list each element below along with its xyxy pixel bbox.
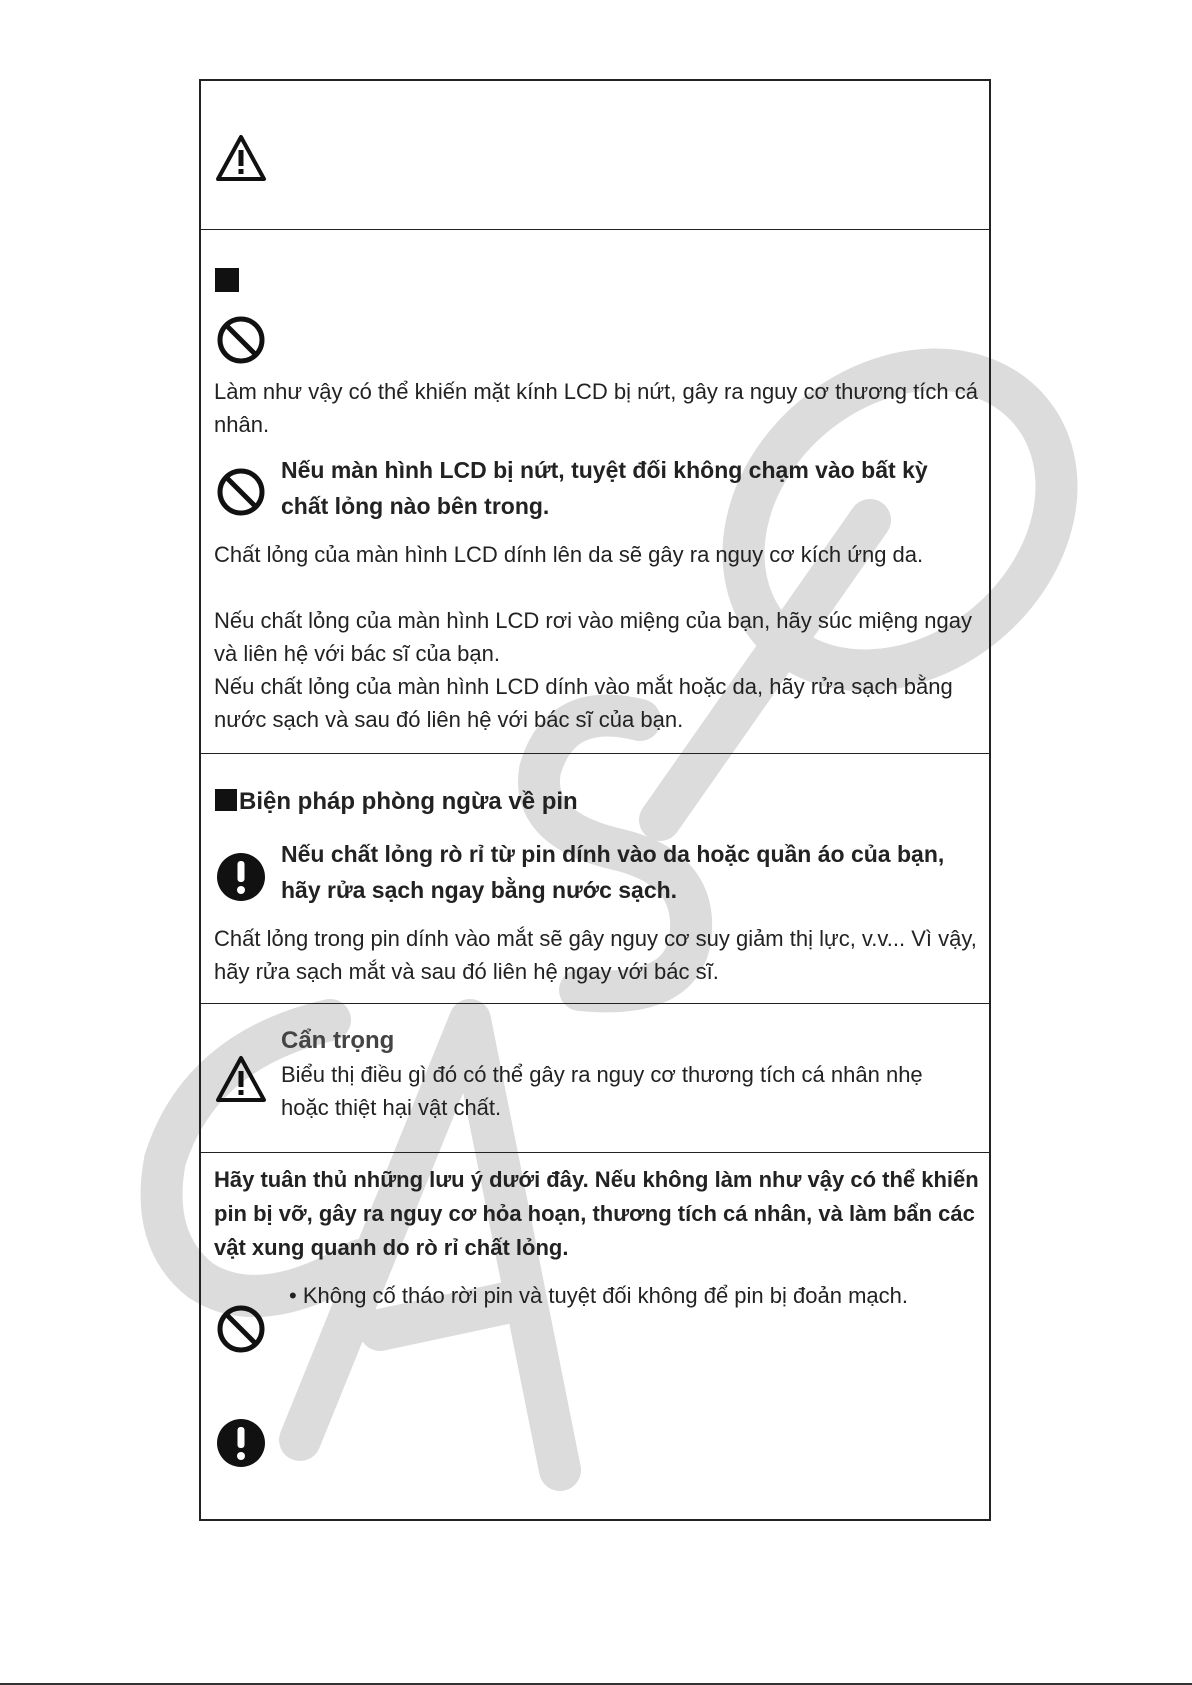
caution-definition-section [201, 1004, 989, 1153]
caution-description: Biểu thị điều gì đó có thể gây ra nguy cơ thương tích cá nhân nhẹ hoặc thiệt hại vật chất. [281, 1062, 923, 1120]
battery-leak-warning: Nếu chất lỏng rò rỉ từ pin dính vào da hoặc quần áo của bạn, hãy rửa sạch ngay bằng nước sạch. [281, 841, 945, 903]
battery-leak-detail: Chất lỏng trong pin dính vào mắt sẽ gây nguy cơ suy giảm thị lực, v.v... Vì vậy, hãy rửa sạch mắt và sau đó liên hệ ngay với bác sĩ. [214, 926, 977, 984]
lcd-precautions-section [201, 230, 989, 754]
battery-heading-text: Biện pháp phòng ngừa về pin [239, 788, 578, 815]
battery-precautions-section [201, 754, 989, 1004]
lcd-crack-risk-text: Làm như vậy có thể khiến mặt kính LCD bị nứt, gây ra nguy cơ thương tích cá nhân. [214, 379, 978, 437]
mandatory-action-icon [215, 851, 267, 903]
warning-header-section [201, 81, 989, 230]
lcd-liquid-detail-1: Chất lỏng của màn hình LCD dính lên da sẽ gây ra nguy cơ kích ứng da. [214, 542, 924, 567]
lcd-liquid-detail-3: Nếu chất lỏng của màn hình LCD dính vào mắt hoặc da, hãy rửa sạch bằng nước sạch và sau đó liên hệ với bác sĩ của bạn. [214, 674, 953, 732]
battery-rule-bullet: • Không cố tháo rời pin và tuyệt đối không để pin bị đoản mạch. [289, 1283, 908, 1308]
prohibited-icon [215, 314, 267, 366]
safety-precautions-box [199, 79, 991, 1521]
battery-heading [215, 786, 578, 818]
section-marker-square [215, 789, 237, 811]
warning-triangle-icon [215, 132, 267, 184]
battery-rules-section [201, 1153, 989, 1519]
prohibited-icon [215, 466, 267, 518]
caution-title: Cẩn trọng [281, 1027, 395, 1054]
battery-rules-intro: Hãy tuân thủ những lưu ý dưới đây. Nếu không làm như vậy có thể khiến pin bị vỡ, gây ra nguy cơ hỏa hoạn, thương tích cá nhân, và làm bẩn các vật xung quanh do rò rỉ chất lỏng. [214, 1167, 979, 1260]
caution-triangle-icon [215, 1053, 267, 1105]
lcd-liquid-warning: Nếu màn hình LCD bị nứt, tuyệt đối không chạm vào bất kỳ chất lỏng nào bên trong. [281, 457, 928, 519]
lcd-liquid-detail-2: Nếu chất lỏng của màn hình LCD rơi vào miệng của bạn, hãy súc miệng ngay và liên hệ với bác sĩ của bạn. [214, 608, 972, 666]
mandatory-action-icon [215, 1417, 267, 1469]
prohibited-icon [215, 1303, 267, 1355]
section-marker-square [215, 268, 239, 292]
